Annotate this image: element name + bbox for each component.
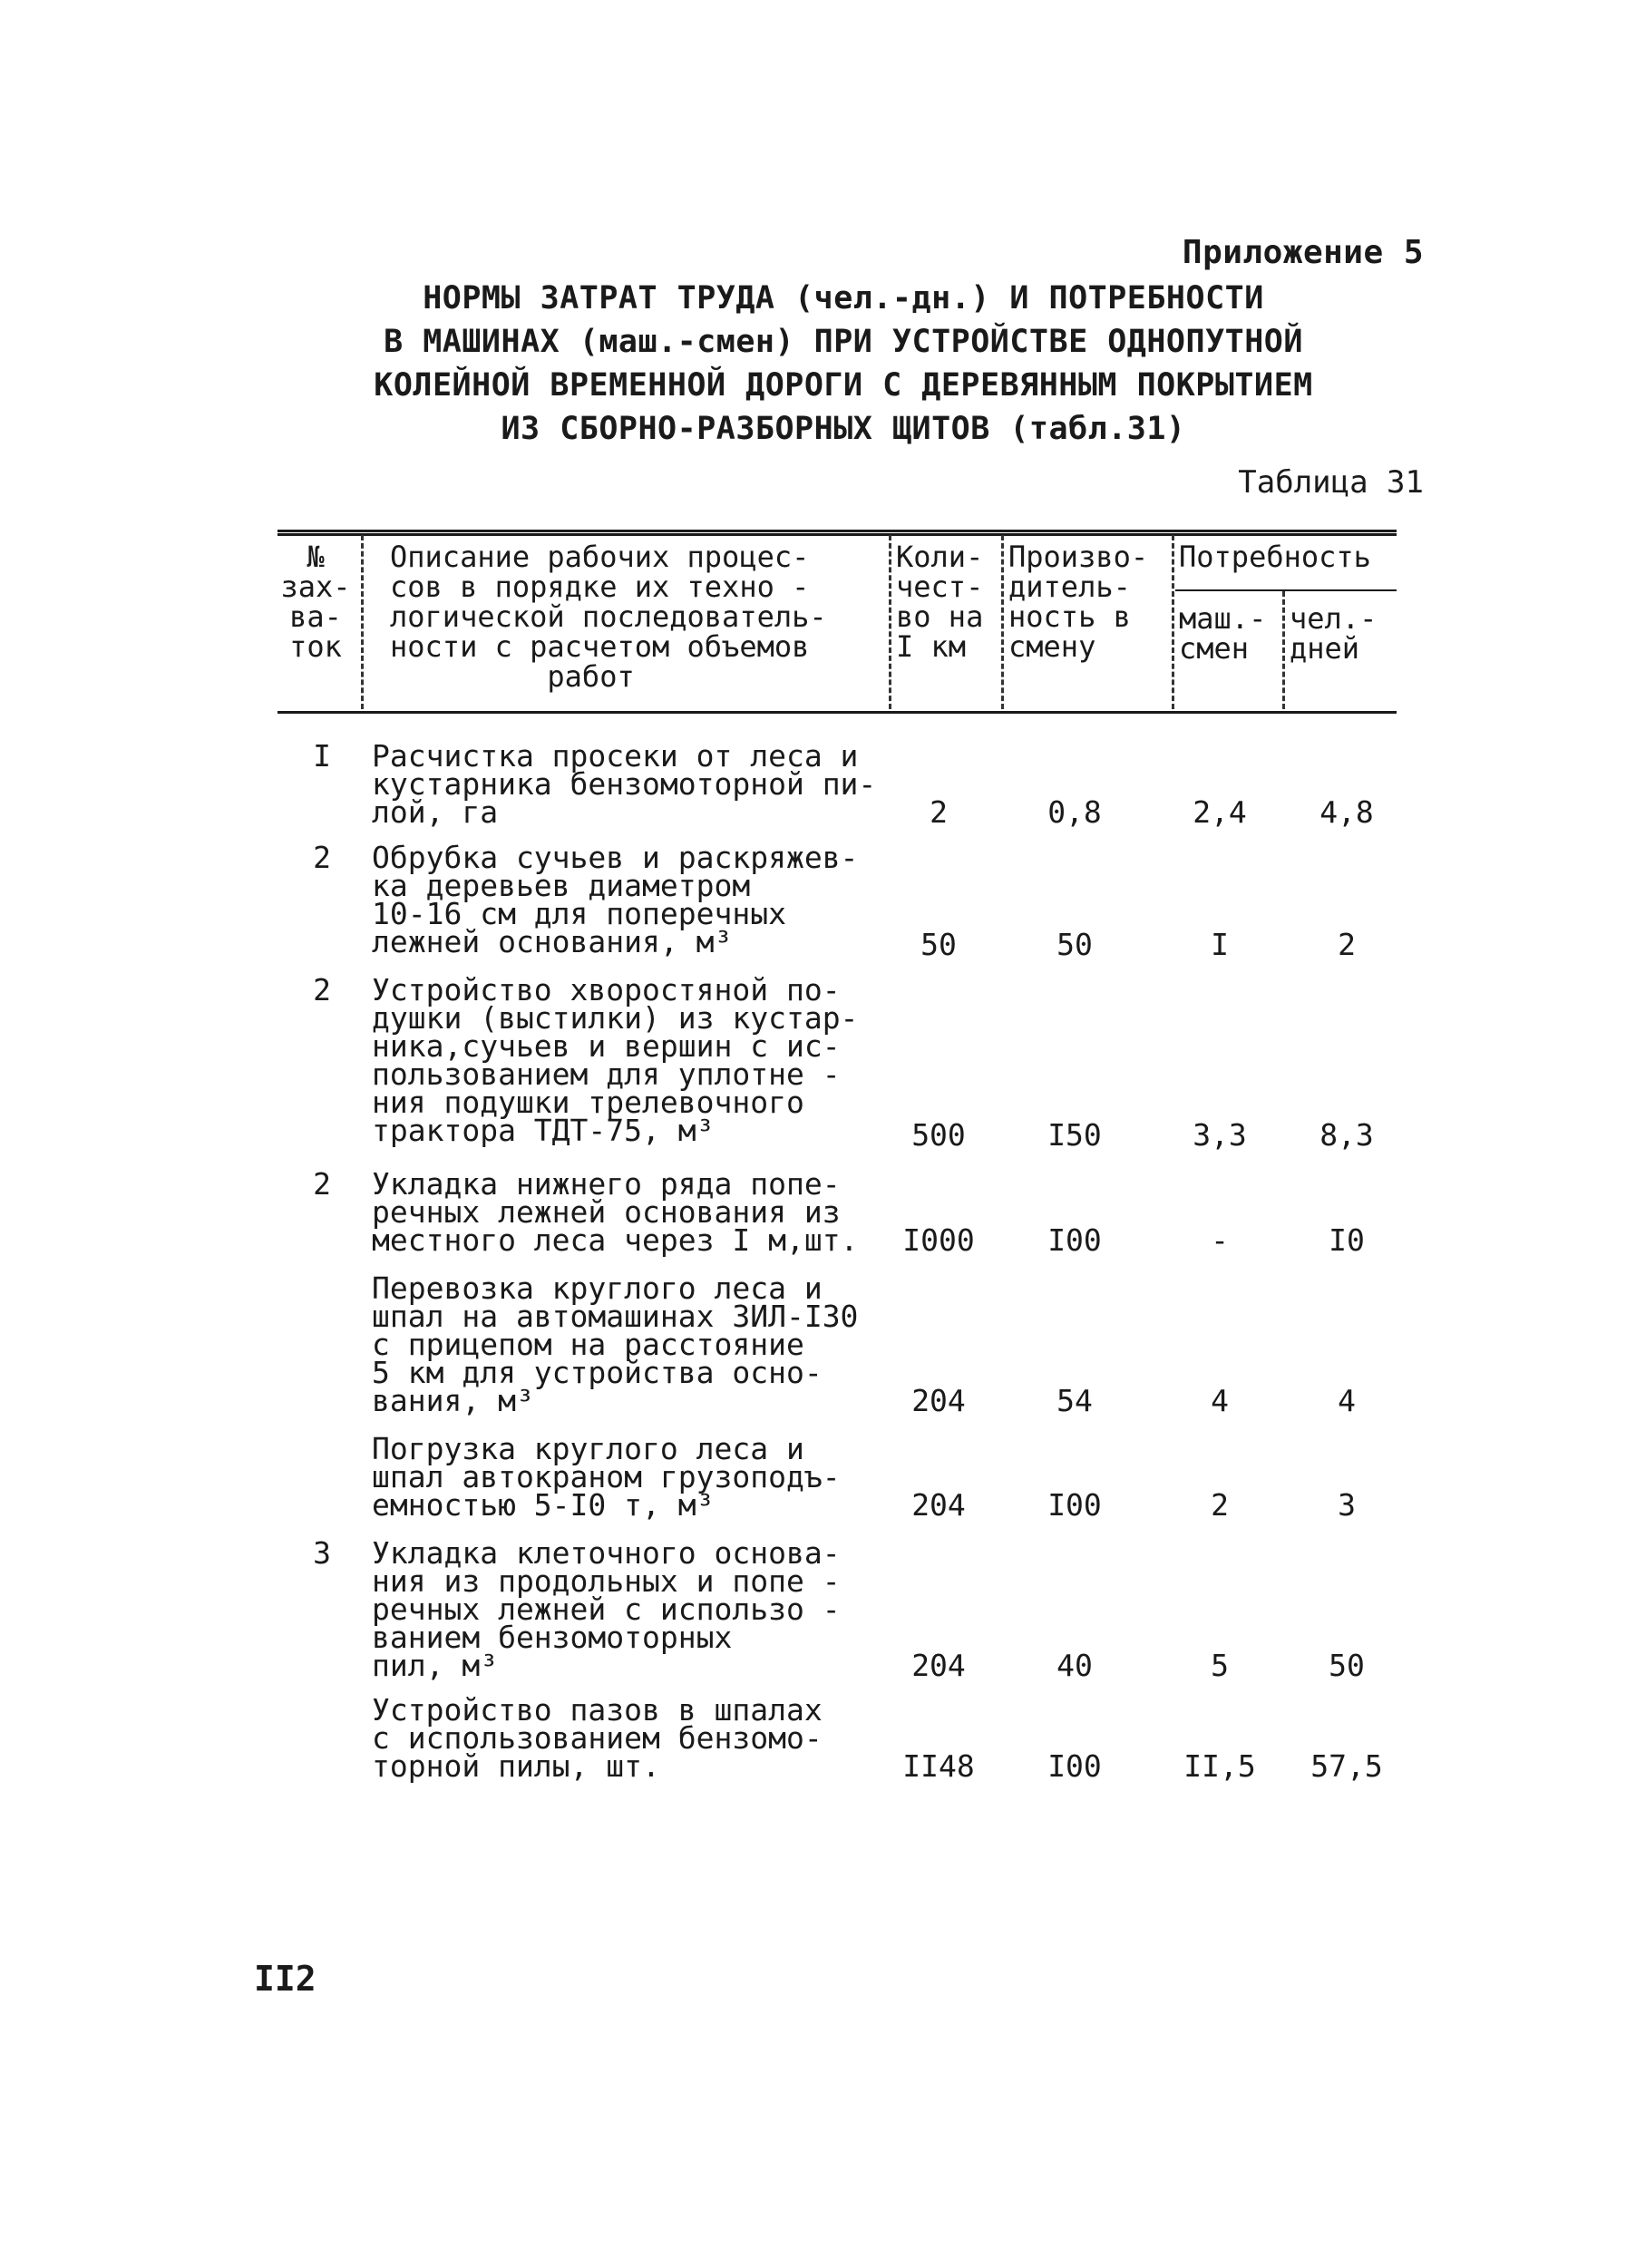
description-line: Укладка клеточного основа- xyxy=(372,1535,841,1571)
row-machine-shifts: 5 xyxy=(1211,1648,1229,1683)
row-productivity: 0,8 xyxy=(1047,794,1102,830)
column-divider xyxy=(1172,535,1174,709)
description-line: местного леса через I м,шт. xyxy=(372,1222,859,1258)
row-productivity: 40 xyxy=(1056,1648,1093,1683)
row-man-days: 2 xyxy=(1338,927,1356,962)
description-line: 10-16 см для поперечных xyxy=(372,896,786,931)
row-man-days: 4 xyxy=(1338,1383,1356,1418)
description-line: с использованием бензомо- xyxy=(372,1720,823,1756)
row-number: 3 xyxy=(313,1535,331,1571)
row-description xyxy=(372,972,898,1148)
header-col-man-days: чел.- дней xyxy=(1290,601,1378,666)
row-description xyxy=(372,1270,898,1418)
row-description xyxy=(372,1431,898,1523)
description-line: пользованием для уплотне - xyxy=(372,1056,841,1092)
row-man-days: 3 xyxy=(1338,1487,1356,1523)
description-line: душки (выстилки) из кустар- xyxy=(372,1000,859,1036)
description-line: речных лежней основания из xyxy=(372,1194,841,1230)
description-line: кустарника бензомоторной пи- xyxy=(372,766,877,802)
row-productivity: I00 xyxy=(1047,1222,1102,1258)
row-productivity: 54 xyxy=(1056,1383,1093,1418)
description-line: Устройство пазов в шпалах xyxy=(372,1692,823,1728)
description-line: Укладка нижнего ряда попе- xyxy=(372,1166,841,1202)
description-line: 5 км для устройства осно- xyxy=(372,1355,823,1390)
column-divider xyxy=(361,535,364,709)
description-line: ника,сучьев и вершин с ис- xyxy=(372,1028,841,1064)
description-line: трактора ТДТ-75, м³ xyxy=(372,1113,715,1148)
row-number: 2 xyxy=(313,840,331,875)
row-machine-shifts: 2 xyxy=(1211,1487,1229,1523)
row-quantity: 50 xyxy=(920,927,957,962)
row-machine-shifts: II,5 xyxy=(1183,1748,1256,1784)
row-productivity: 50 xyxy=(1056,927,1093,962)
description-line: торной пилы, шт. xyxy=(372,1748,660,1784)
description-line: лой, га xyxy=(372,794,499,830)
header-col-quantity: Коли- чест- во на I км xyxy=(896,540,984,664)
description-line: Устройство хворостяной по- xyxy=(372,972,841,1007)
header-col-description: Описание рабочих процес- сов в порядке их техно - логической последователь- ности с расчетом объемов работ xyxy=(390,540,827,694)
header-col-number: № зах- ва- ток xyxy=(280,540,351,664)
table-top-rule-double xyxy=(277,533,1397,536)
description-line: речных лежней с использо - xyxy=(372,1591,841,1627)
row-man-days: I0 xyxy=(1329,1222,1365,1258)
title-line: КОЛЕЙНОЙ ВРЕМЕННОЙ ДОРОГИ С ДЕРЕВЯННЫМ ПОКРЫТИЕМ xyxy=(374,367,1313,404)
row-productivity: I50 xyxy=(1047,1117,1102,1153)
header-col-productivity: Произво- дитель- ность в смену xyxy=(1008,540,1149,664)
row-man-days: 57,5 xyxy=(1310,1748,1383,1784)
column-divider xyxy=(1001,535,1004,709)
table-top-rule xyxy=(277,530,1397,532)
row-machine-shifts: 3,3 xyxy=(1193,1117,1247,1153)
description-line: ния из продольных и попе - xyxy=(372,1563,841,1599)
description-line: Перевозка круглого леса и xyxy=(372,1270,823,1306)
description-line: ванием бензомоторных xyxy=(372,1620,733,1655)
description-line: вания, м³ xyxy=(372,1383,534,1418)
row-description xyxy=(372,1692,898,1784)
description-line: емностью 5-I0 т, м³ xyxy=(372,1487,715,1523)
description-line: с прицепом на расстояние xyxy=(372,1327,804,1362)
header-col-machine-shifts: маш.- смен xyxy=(1179,601,1267,666)
row-quantity: I000 xyxy=(902,1222,975,1258)
appendix-label: Приложение 5 xyxy=(1182,234,1424,271)
description-line: шпал автокраном грузоподъ- xyxy=(372,1459,841,1494)
row-man-days: 4,8 xyxy=(1319,794,1374,830)
description-line: ка деревьев диаметром xyxy=(372,868,751,903)
description-line: лежней основания, м³ xyxy=(372,924,733,959)
table-header-bottom-rule xyxy=(277,711,1397,714)
description-line: пил, м³ xyxy=(372,1648,499,1683)
header-sub-rule xyxy=(1175,589,1397,591)
row-machine-shifts: - xyxy=(1211,1222,1229,1258)
title-line: НОРМЫ ЗАТРАТ ТРУДА (чел.-дн.) И ПОТРЕБНОСТИ xyxy=(423,280,1264,316)
row-description xyxy=(372,1166,898,1258)
row-man-days: 8,3 xyxy=(1319,1117,1374,1153)
row-machine-shifts: 4 xyxy=(1211,1383,1229,1418)
column-divider xyxy=(889,535,891,709)
row-description xyxy=(372,738,898,830)
row-quantity: 500 xyxy=(911,1117,966,1153)
title-line: В МАШИНАХ (маш.-смен) ПРИ УСТРОЙСТВЕ ОДНОПУТНОЙ xyxy=(384,324,1303,360)
title-line: ИЗ СБОРНО-РАЗБОРНЫХ ЩИТОВ (табл.31) xyxy=(501,411,1186,447)
row-description xyxy=(372,1535,898,1683)
row-quantity: 204 xyxy=(911,1648,966,1683)
row-number: 2 xyxy=(313,972,331,1007)
row-machine-shifts: I xyxy=(1211,927,1229,962)
description-line: Обрубка сучьев и раскряжев- xyxy=(372,840,859,875)
row-quantity: 204 xyxy=(911,1383,966,1418)
column-divider xyxy=(1282,591,1285,709)
row-quantity: 204 xyxy=(911,1487,966,1523)
description-line: Расчистка просеки от леса и xyxy=(372,738,859,774)
description-line: ния подушки трелевочного xyxy=(372,1085,804,1120)
row-number: I xyxy=(313,738,331,774)
description-line: Погрузка круглого леса и xyxy=(372,1431,804,1466)
row-man-days: 50 xyxy=(1329,1648,1365,1683)
row-quantity: 2 xyxy=(930,794,948,830)
row-number: 2 xyxy=(313,1166,331,1202)
row-productivity: I00 xyxy=(1047,1487,1102,1523)
row-machine-shifts: 2,4 xyxy=(1193,794,1247,830)
document-title xyxy=(345,277,1342,451)
row-productivity: I00 xyxy=(1047,1748,1102,1784)
table-label: Таблица 31 xyxy=(1238,464,1424,501)
page-number: II2 xyxy=(254,1959,316,1999)
row-description xyxy=(372,840,898,959)
row-quantity: II48 xyxy=(902,1748,975,1784)
header-col-need: Потребность xyxy=(1179,540,1371,574)
description-line: шпал на автомашинах ЗИЛ-I30 xyxy=(372,1299,859,1334)
